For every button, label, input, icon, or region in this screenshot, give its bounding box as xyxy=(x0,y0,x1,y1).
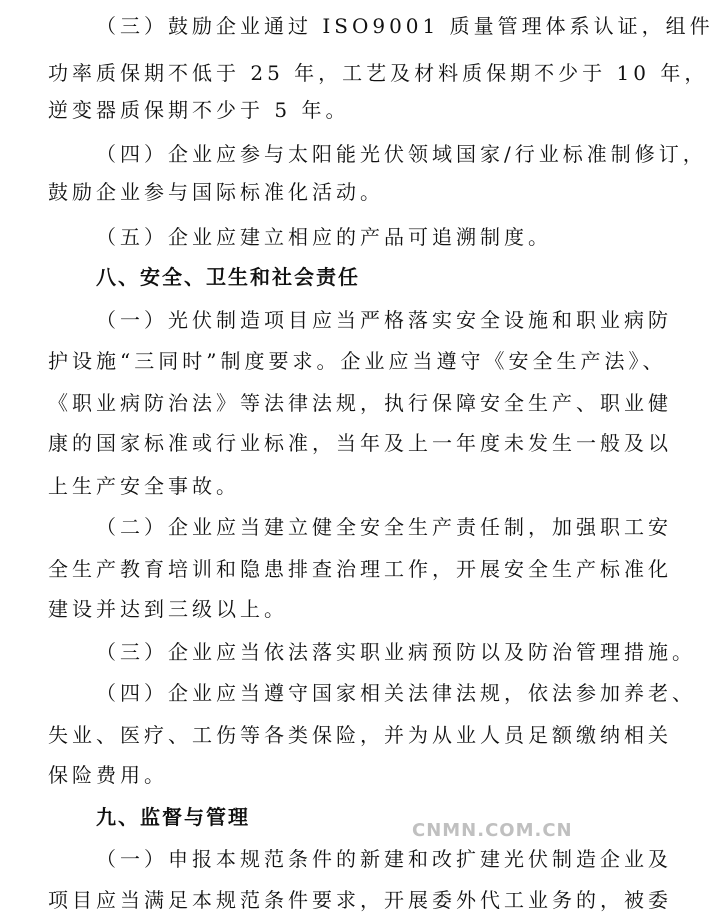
text-line: 《职业病防治法》等法律法规，执行保障安全生产、职业健 xyxy=(48,391,672,415)
text-line: （三）鼓励企业通过 ISO9001 质量管理体系认证，组件 xyxy=(96,14,714,38)
text-line: 失业、医疗、工伤等各类保险，并为从业人员足额缴纳相关 xyxy=(48,723,672,747)
section-heading: 九、监督与管理 xyxy=(96,805,250,829)
text-line: 建设并达到三级以上。 xyxy=(48,597,288,621)
text-line: 功率质保期不低于 25 年，工艺及材料质保期不少于 10 年， xyxy=(48,61,709,85)
text-line: 护设施“三同时”制度要求。企业应当遵守《安全生产法》、 xyxy=(48,349,667,373)
text-line: 上生产安全事故。 xyxy=(48,474,240,498)
text-line: 全生产教育培训和隐患排查治理工作，开展安全生产标准化 xyxy=(48,557,672,581)
text-line: （一）光伏制造项目应当严格落实安全设施和职业病防 xyxy=(96,308,672,332)
section-heading: 八、安全、卫生和社会责任 xyxy=(96,265,360,289)
text-line: 保险费用。 xyxy=(48,763,168,787)
text-line: 逆变器质保期不少于 5 年。 xyxy=(48,98,350,122)
text-line: （三）企业应当依法落实职业病预防以及防治管理措施。 xyxy=(96,640,696,664)
text-line: （二）企业应当建立健全安全生产责任制，加强职工安 xyxy=(96,515,672,539)
text-line: 项目应当满足本规范条件要求，开展委外代工业务的，被委 xyxy=(48,888,672,912)
text-line: （五）企业应建立相应的产品可追溯制度。 xyxy=(96,225,552,249)
text-line: 鼓励企业参与国际标准化活动。 xyxy=(48,180,384,204)
text-line: （四）企业应当遵守国家相关法律法规，依法参加养老、 xyxy=(96,681,696,705)
site-watermark: CNMN.COM.CN xyxy=(412,820,573,841)
text-line: 康的国家标准或行业标准，当年及上一年度未发生一般及以 xyxy=(48,431,672,455)
text-line: （四）企业应参与太阳能光伏领域国家/行业标准制修订， xyxy=(96,142,707,166)
text-line: （一）申报本规范条件的新建和改扩建光伏制造企业及 xyxy=(96,847,672,871)
